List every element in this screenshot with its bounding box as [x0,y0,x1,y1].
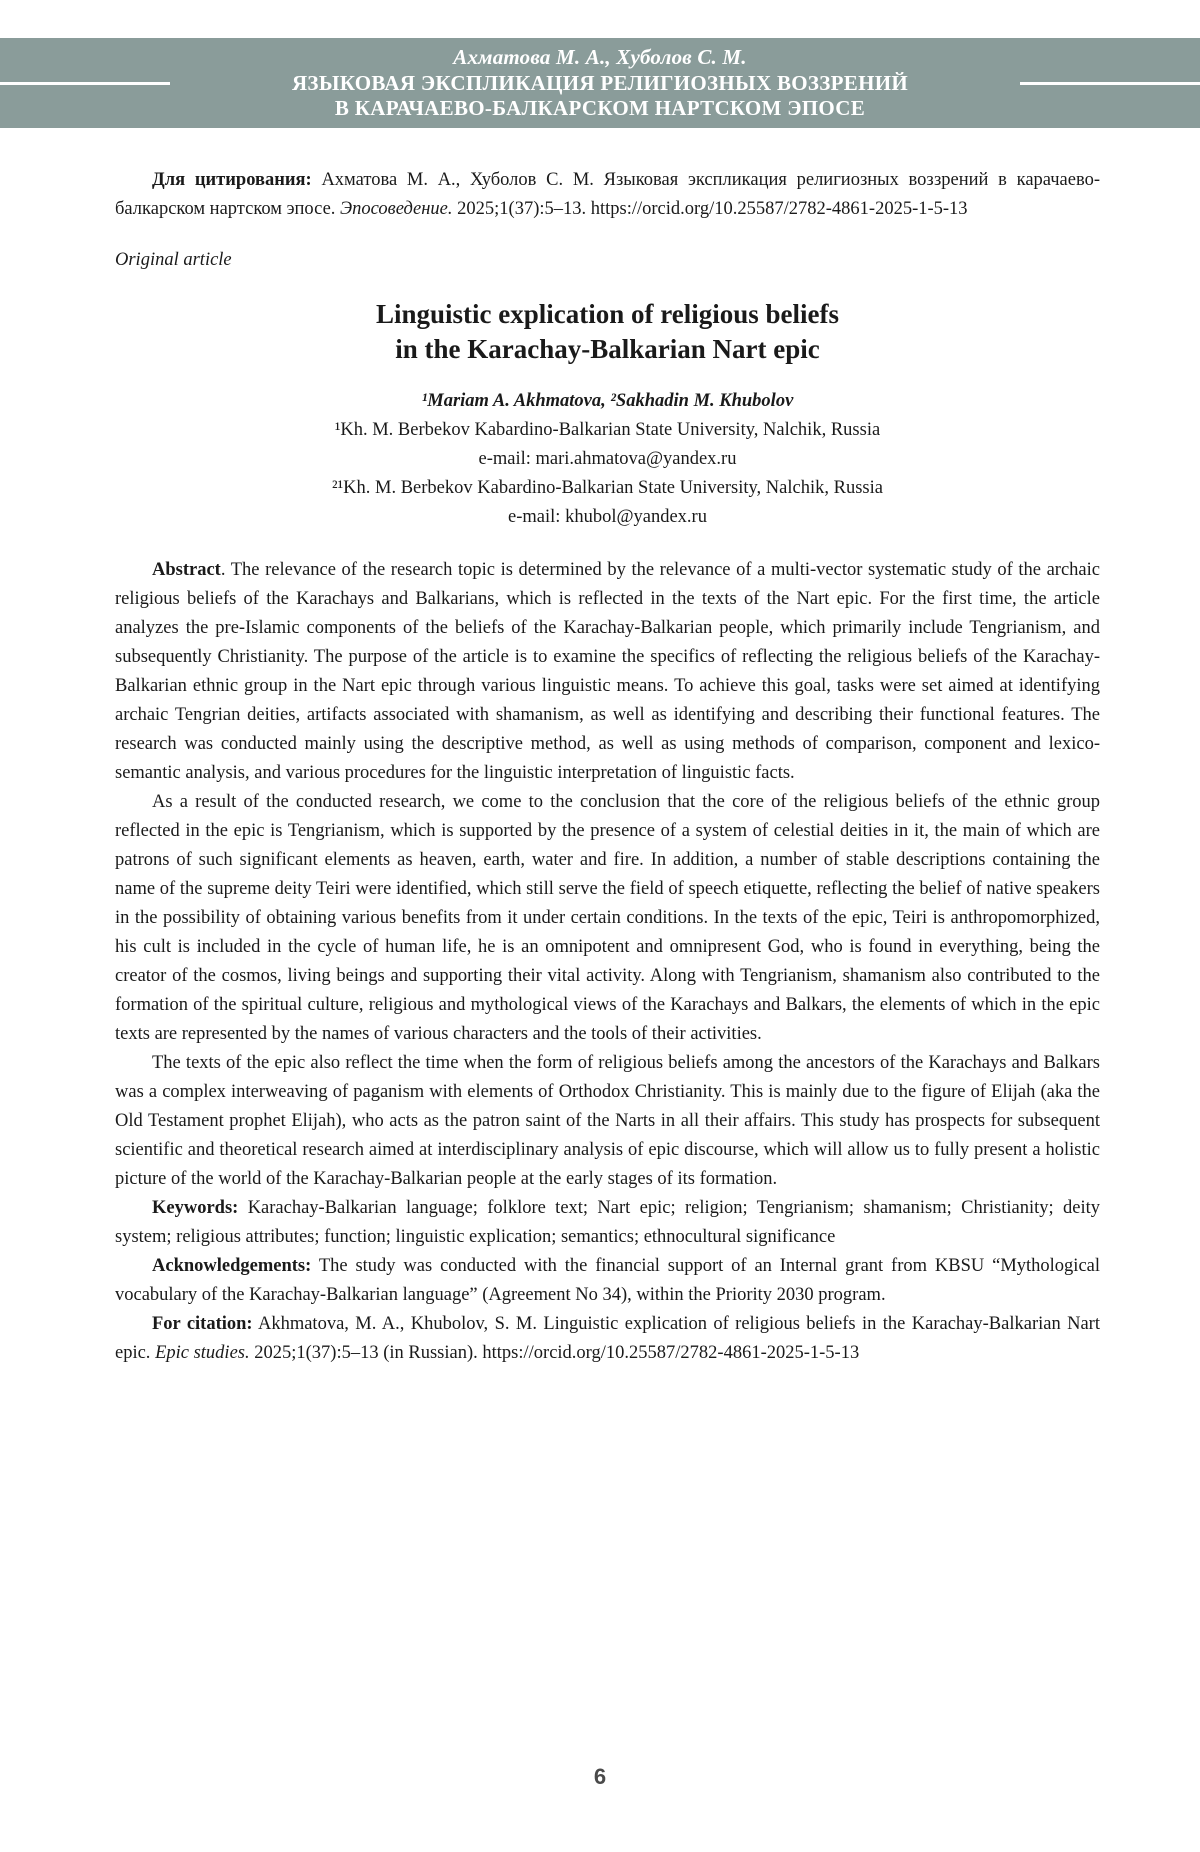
page-number: 6 [593,1764,607,1789]
abstract [115,556,1100,1368]
affiliation-1: ¹Kh. M. Berbekov Kabardino-Balkarian State University, Nalchik, Russia [334,420,881,440]
keywords-label: Keywords: [152,1198,239,1218]
abstract-label: Abstract [152,560,221,580]
citation-ru-text: Ахматова М. А., Хуболов С. М. Языковая экспликация религиозных воззрений в карачаево-балкарском нартском эпосе. [115,170,1100,219]
header-authors: Ахматова М. А., Хуболов С. М. [453,45,747,69]
citation-en [115,1310,1100,1368]
authors-block [115,387,1100,532]
article-type: Original article [115,250,232,270]
citation-en-details: 2025;1(37):5–13 (in Russian). https://orcid.org/10.25587/2782-4861-2025-1-5-13 [249,1343,860,1363]
citation-ru-journal: Эпосоведение. [340,199,453,219]
citation-ru [115,166,1100,224]
article-title-line1: Linguistic explication of religious beliefs [375,299,839,329]
affiliation-2: ²¹Kh. M. Berbekov Kabardino-Balkarian State University, Nalchik, Russia [332,478,883,498]
running-header [0,38,1200,128]
article-body [115,166,1100,1368]
keywords-text: Karachay-Balkarian language; folklore text; Nart epic; religion; Tengrianism; shamanism; Christianity; deity system; religious attributes; function; linguistic explication; semantics; ethnocultural significance [115,1198,1100,1247]
acknowledgements-text: The study was conducted with the financial support of an Internal grant from KBSU “Mythological vocabulary of the Karachay-Balkarian language” (Agreement No 34), within the Priority 2030 program. [115,1256,1100,1305]
acknowledgements-label: Acknowledgements: [152,1256,312,1276]
article-title-line2: in the Karachay-Balkarian Nart epic [395,334,820,364]
article-title [115,297,1100,367]
abstract-paragraph-3: The texts of the epic also reflect the time when the form of religious beliefs among the ancestors of the Karachays and Balkars was a complex interweaving of paganism with elements of Orthodox Christianity. This is mainly due to the figure of Elijah (aka the Old Testament prophet Elijah), who acts as the patron saint of the Narts in all their affairs. This study has prospects for subsequent scientific and theoretical research aimed at interdisciplinary analysis of epic discourse, which will allow us to fully present a holistic picture of the world of the Karachay-Balkarian people at the early stages of its formation. [115,1053,1100,1189]
acknowledgements [115,1252,1100,1310]
citation-en-text: Akhmatova, M. A., Khubolov, S. M. Linguistic explication of religious beliefs in the Karachay-Balkarian Nart epic. [115,1314,1100,1363]
citation-ru-details: 2025;1(37):5–13. https://orcid.org/10.25587/2782-4861-2025-1-5-13 [452,199,968,219]
abstract-paragraph-1 [115,556,1100,788]
abstract-paragraph-2: As a result of the conducted research, we come to the conclusion that the core of the religious beliefs of the ethnic group reflected in the epic is Tengrianism, which is supported by the presence of a system of celestial deities in it, the main of which are patrons of such significant elements as heaven, earth, water and fire. In addition, a number of stable descriptions containing the name of the supreme deity Teiri were identified, which still serve the field of speech etiquette, reflecting the belief of native speakers in the possibility of obtaining various benefits from it under certain conditions. In the texts of the epic, Teiri is anthropomorphized, his cult is included in the cycle of human life, he is an omnipotent and omnipresent God, who is found in everything, being the creator of the cosmos, living beings and supporting their vital activity. Along with Tengrianism, shamanism also contributed to the formation of the spiritual culture, religious and mythological views of the Karachays and Balkars, the elements of which in the epic texts are represented by the names of various characters and the tools of their activities. [115,792,1100,1044]
author-names: ¹Mariam A. Akhmatova, ²Sakhadin M. Khubolov [421,391,794,411]
citation-en-journal: Epic studies. [155,1343,250,1363]
email-2: e-mail: khubol@yandex.ru [508,507,707,527]
keywords [115,1194,1100,1252]
email-1: e-mail: mari.ahmatova@yandex.ru [478,449,737,469]
header-title-line1: ЯЗЫКОВАЯ ЭКСПЛИКАЦИЯ РЕЛИГИОЗНЫХ ВОЗЗРЕНИЙ [291,71,909,95]
citation-ru-label: Для цитирования: [152,170,312,190]
header-title-line2: В КАРАЧАЕВО-БАЛКАРСКОМ НАРТСКОМ ЭПОСЕ [334,96,866,120]
citation-en-label: For citation: [152,1314,253,1334]
abstract-text-1: . The relevance of the research topic is determined by the relevance of a multi-vector systematic study of the archaic religious beliefs of the Karachays and Balkarians, which is reflected in the texts of the Nart epic. For the first time, the article analyzes the pre-Islamic components of the beliefs of the Karachay-Balkarian people, which primarily include Tengrianism, and subsequently Christianity. The purpose of the article is to examine the specifics of reflecting the religious beliefs of the Karachay-Balkarian ethnic group in the Nart epic through various linguistic means. To achieve this goal, tasks were set aimed at identifying archaic Tengrian deities, artifacts associated with shamanism, as well as identifying and describing their functional features. The research was conducted mainly using the descriptive method, as well as using methods of comparison, component and lexico-semantic analysis, and various procedures for the linguistic interpretation of linguistic facts. [115,560,1100,783]
